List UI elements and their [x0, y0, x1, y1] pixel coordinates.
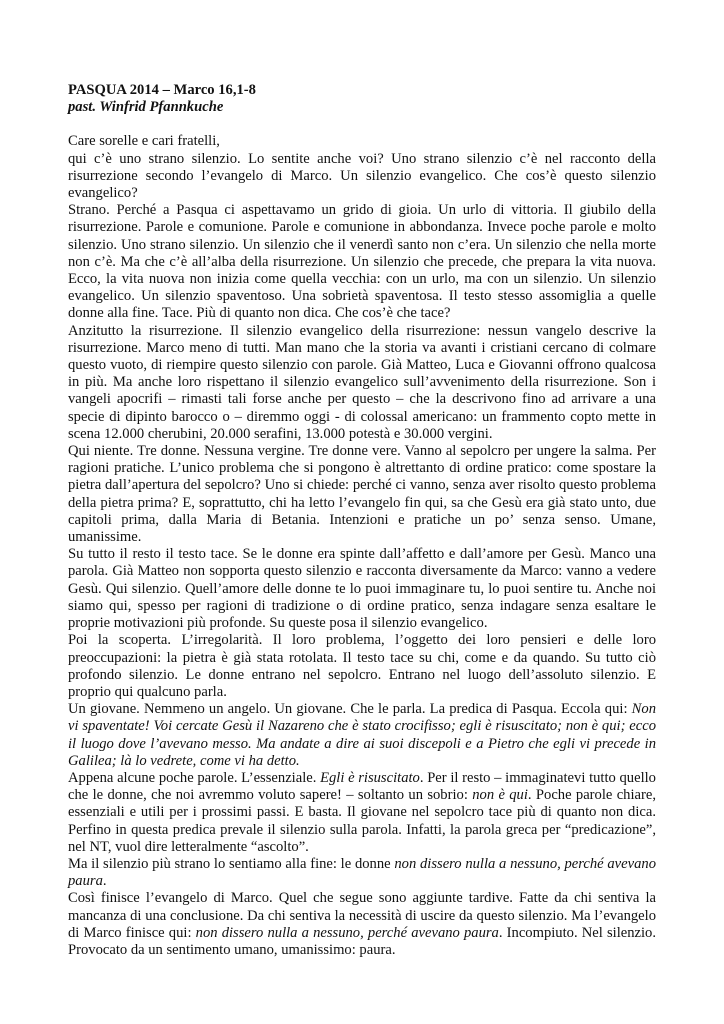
text-run: Qui niente. Tre donne. Nessuna vergine. Tre donne vere. Vanno al sepolcro per ungere la salma. Per ragioni pratiche. L’unico problema che si pongono è altrettanto di ordine pratico: come spostare la pietra dall’apertura del sepolcro? Uno si chiede: perché ci vanno, senza aver risolto questo problema della pietra prima? E, soprattutto, chi ha letto l’evangelo fin qui, sa che Gesù era già stato unto, due capitoli prima, dalla Maria di Betania. Intenzioni e pratiche un po’ senza senso. Umane, umanissime. — [68, 443, 656, 546]
italic-quote: non dissero nulla a nessuno, perché avevano paura — [68, 855, 657, 890]
paragraph — [68, 323, 656, 443]
text-run: Su tutto il resto il testo tace. Se le donne era spinte dall’affetto e dall’amore per Gesù. Manco una parola. Già Matteo non sopporta questo silenzio e racconta diversamente da Marco: vanno a vedere Gesù. Qui silenzio. Quell’amore delle donne te lo puoi immaginare tu, lo puoi sentire tu. Anche noi siamo qui, spesso per ragioni di tradizione o di ordine pratico, senza indagare senza esaltare le proprie motivazioni più profonde. Su queste posa il silenzio evangelico. — [68, 546, 656, 632]
text-run: Anzitutto la risurrezione. Il silenzio evangelico della risurrezione: nessun vangelo descrive la risurrezione. Marco meno di tutti. Man mano che la storia va avanti i cristiani cercano di colmare questo vuoto, di riempire questo silenzio con parole. Già Matteo, Luca e Giovanni offrono qualcosa in più. Ma anche loro rispettano il silenzio evangelico sull’avvenimento della risurrezione. Son i vangeli apocrifi – rimasti tali forse anche per questo – che la descrivono fino ad arrivare a una specie di dipinto barocco o – diremmo oggi - di colossal americano: un frammento copto mette in scena 12.000 cherubini, 20.000 serafini, 13.000 potestà e 30.000 vergini. — [68, 322, 656, 442]
paragraph — [68, 890, 656, 959]
paragraph — [68, 443, 656, 546]
text-run: . Per il resto – immaginatevi tutto quello che le donne, che noi avremmo voluto sapere! – soltanto un sobrio: — [68, 769, 656, 804]
paragraph — [68, 632, 656, 701]
document-page — [68, 82, 656, 959]
text-run: Strano. Perché a Pasqua ci aspettavamo un grido di gioia. Un urlo di vittoria. Il giubilo della risurrezione. Parole e comunione. Parole e comunione in abbondanza. Invece poche parole e molto silenzio. Uno strano silenzio. Un silenzio che il venerdì santo non c’era. Un silenzio che nella morte non c’è. Ma che c’è all’alba della risurrezione. Un silenzio che precede, che prepara la vita nuova. Ecco, la vita nuova non inizia come quella vecchia: con un urlo, ma con un silenzio. Un silenzio evangelico. Un silenzio spaventoso. Una sobrietà spaventosa. Il testo stesso assomiglia a quelle donne alla fine. Tace. Più di quanto non dica. Che cos’è che tace? — [68, 202, 656, 322]
italic-quote: non è qui — [472, 787, 528, 804]
paragraph — [68, 202, 656, 322]
paragraph — [68, 546, 656, 632]
document-title: PASQUA 2014 – Marco 16,1-8 — [68, 82, 256, 98]
text-run: . Poche parole chiare, essenziali e utili per i prossimi passi. E basta. Il giovane nel sepolcro tace più di quanto non dica. Perfino in questa predica prevale il silenzio sulla parola. Infatti, la parola greca per “predicazione”, nel NT, vuol dire letteralmente “ascolto”. — [68, 787, 656, 855]
text-run: Ma il silenzio più strano lo sentiamo alla fine: le donne — [68, 855, 395, 872]
italic-quote: Non vi spaventate! Voi cercate Gesù il Nazareno che è stato crocifisso; egli è risuscitato; non è qui; ecco il luogo dove l’avevano messo. Ma andate a dire ai suoi discepoli e a Pietro che egli vi precede in Galilea; là lo vedrete, come vi ha detto. — [68, 701, 656, 769]
italic-quote: non dissero nulla a nessuno, perché avevano paura — [195, 924, 499, 941]
text-run: Così finisce l’evangelo di Marco. Quel che segue sono aggiunte tardive. Fatte da chi sentiva la mancanza di una conclusione. Da chi sentiva la necessità di uscire da questo silenzio. Ma l’evangelo di Marco finisce qui: — [68, 890, 656, 941]
paragraph — [68, 856, 656, 890]
paragraph — [68, 770, 656, 856]
text-run: qui c’è uno strano silenzio. Lo sentite anche voi? Uno strano silenzio c’è nel racconto della risurrezione secondo l’evangelo di Marco. Un silenzio evangelico. Che cos’è questo silenzio evangelico? — [68, 150, 656, 202]
greeting: Care sorelle e cari fratelli, — [68, 133, 220, 150]
paragraph — [68, 701, 656, 770]
text-run: Appena alcune poche parole. L’essenziale. — [68, 769, 321, 786]
sermon-body — [68, 151, 656, 960]
text-run: . — [102, 873, 107, 890]
text-run: . Incompiuto. Nel silenzio. Provocato da un sentimento umano, umanissimo: paura. — [68, 924, 657, 958]
document-author: past. Winfrid Pfannkuche — [68, 99, 224, 116]
text-run: Poi la scoperta. L’irregolarità. Il loro problema, l’oggetto dei loro pensieri e delle loro preoccupazioni: la pietra è già stata rotolata. Il testo tace su chi, come e da quando. Su tutto ciò profondo silenzio. Le donne entrano nel sepolcro. Entrano nel luogo dell’assoluto silenzio. E proprio qui qualcuno parla. — [68, 632, 656, 700]
italic-quote: Egli è risuscitato — [320, 769, 420, 786]
text-run: Un giovane. Nemmeno un angelo. Un giovane. Che le parla. La predica di Pasqua. Eccola qui: — [68, 701, 632, 718]
paragraph — [68, 151, 656, 203]
